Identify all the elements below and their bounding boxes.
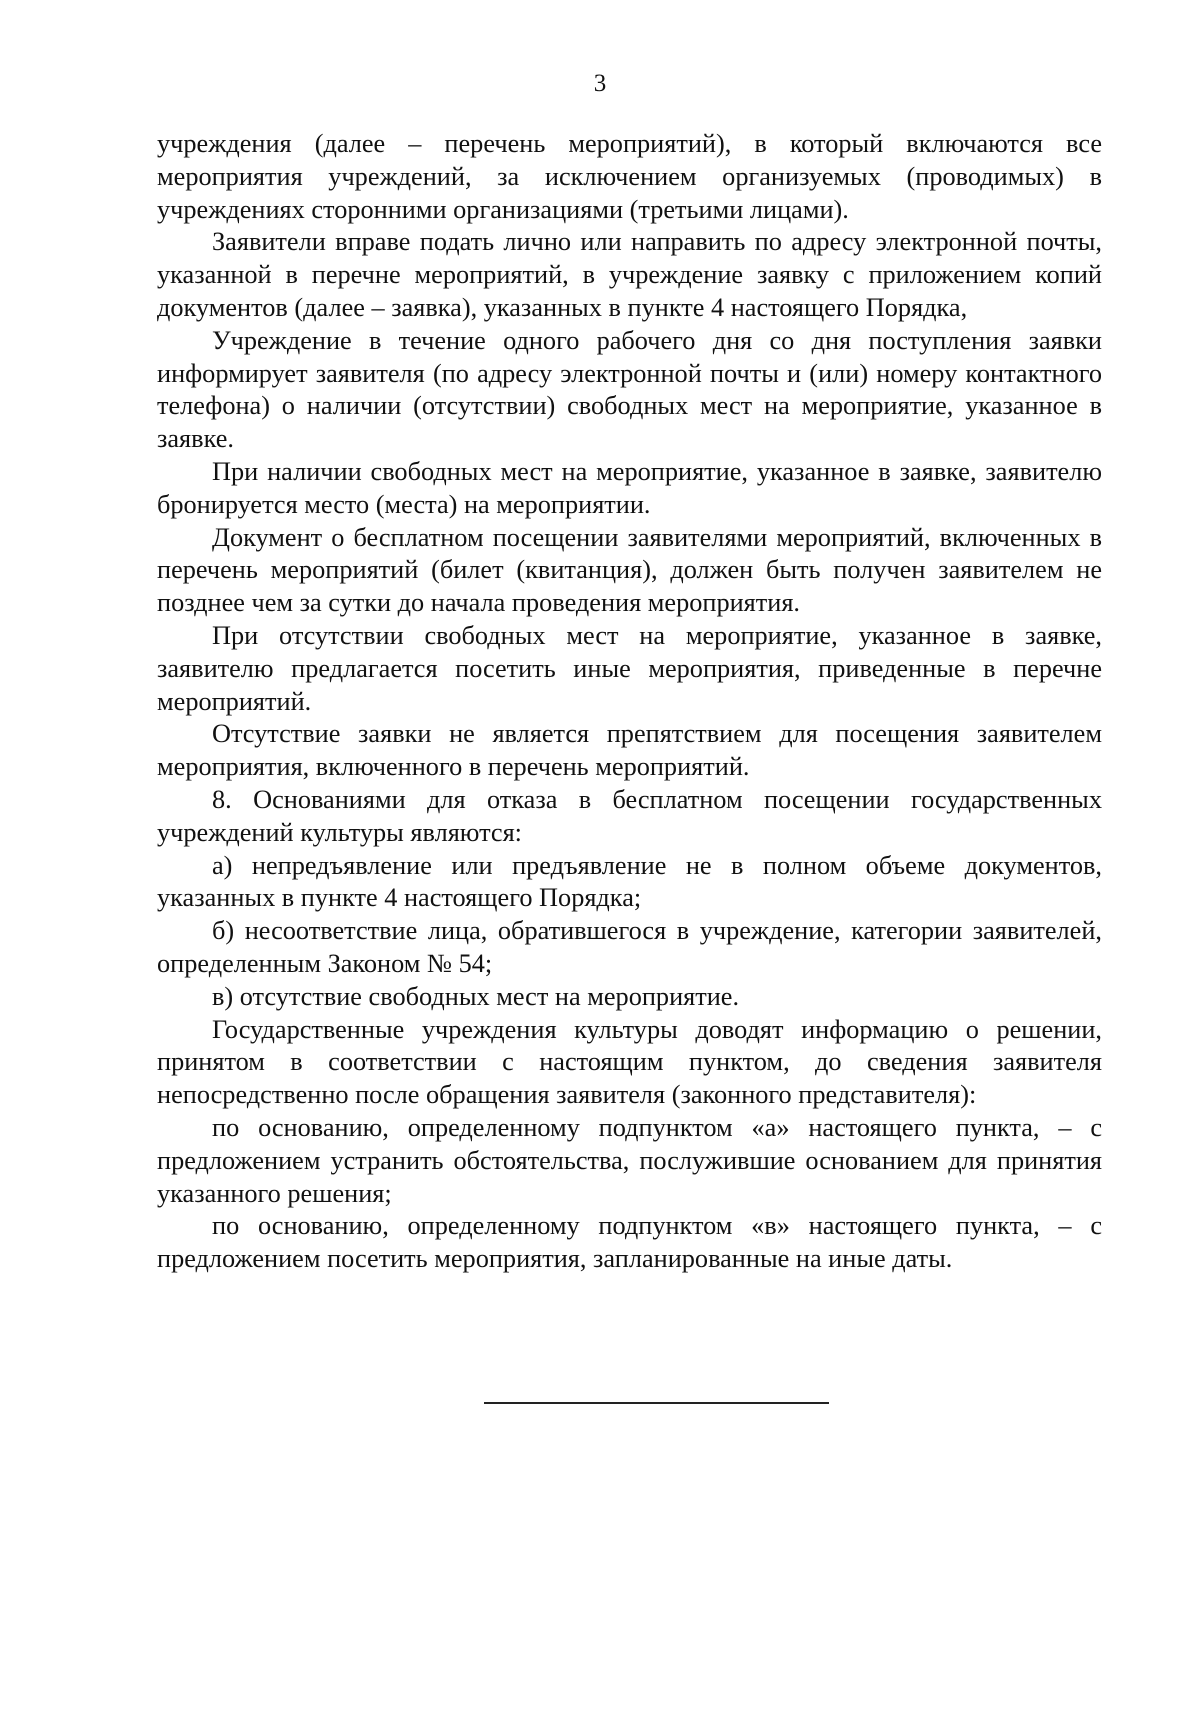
paragraph-continuation: учреждения (далее – перечень мероприятий), в который включаются все мероприятия учреждений, за исключением организуемых (проводимых) в учреждениях сторонними организациями (третьими лицами).	[157, 129, 1102, 224]
paragraph-no-free-seats: При отсутствии свободных мест на мероприятие, указанное в заявке, заявителю предлагается посетить иные мероприятия, приведенные в перечне мероприятий.	[157, 620, 1102, 716]
closing-divider	[484, 1402, 829, 1404]
paragraph-item-8-grounds: 8. Основаниями для отказа в бесплатном посещении государственных учреждений культуры являются:	[157, 784, 1102, 847]
document-body	[157, 128, 1102, 1276]
paragraph-basis-v: по основанию, определенному подпунктом «в» настоящего пункта, – с предложением посетить мероприятия, запланированные на иные даты.	[157, 1211, 1102, 1274]
paragraph-subitem-b: б) несоответствие лица, обратившегося в учреждение, категории заявителей, определенным Законом № 54;	[157, 916, 1102, 978]
paragraph-institution-informs: Учреждение в течение одного рабочего дня со дня поступления заявки информирует заявителя (по адресу электронной почты и (или) номеру контактного телефона) о наличии (отсутствии) свободных мест на мероприятие, указанное в заявке.	[157, 325, 1102, 454]
paragraph-no-application: Отсутствие заявки не является препятствием для посещения заявителем мероприятия, включенного в перечень мероприятий.	[157, 719, 1102, 782]
paragraph-free-visit-document: Документ о бесплатном посещении заявителями мероприятий, включенных в перечень мероприятий (билет (квитанция), должен быть получен заявителем не позднее чем за сутки до начала проведения мероприятия.	[157, 522, 1102, 618]
paragraph-basis-a: по основанию, определенному подпунктом «а» настоящего пункта, – с предложением устранить обстоятельства, послужившие основанием для принятия указанного решения;	[157, 1112, 1102, 1208]
paragraph-seat-reservation: При наличии свободных мест на мероприятие, указанное в заявке, заявителю бронируется место (места) на мероприятии.	[157, 456, 1102, 519]
page-number: 3	[593, 70, 607, 97]
paragraph-application-submission: Заявители вправе подать лично или направить по адресу электронной почты, указанной в перечне мероприятий, в учреждение заявку с приложением копий документов (далее – заявка), указанных в пункте 4 настоящего Порядка,	[157, 227, 1102, 322]
paragraph-subitem-a: а) непредъявление или предъявление не в полном объеме документов, указанных в пункте 4 настоящего Порядка;	[157, 850, 1102, 913]
paragraph-subitem-v: в) отсутствие свободных мест на мероприятие.	[212, 981, 740, 1011]
paragraph-decision-notice: Государственные учреждения культуры доводят информацию о решении, принятом в соответствии с настоящим пунктом, до сведения заявителя непосредственно после обращения заявителя (законного представителя):	[157, 1014, 1102, 1110]
